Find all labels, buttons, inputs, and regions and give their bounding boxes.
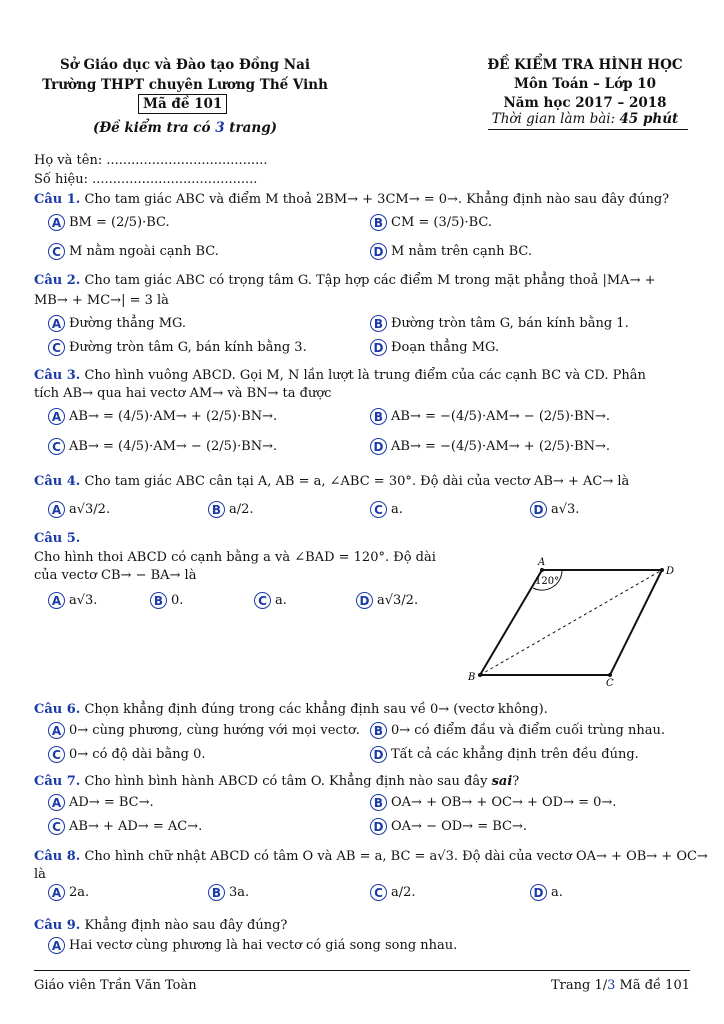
label-a: A <box>538 557 546 568</box>
question-3-cont: tích AB→ qua hai vectơ AM→ và BN→ ta được <box>34 386 332 401</box>
option-b-marker[interactable]: B <box>208 501 225 518</box>
option-d-marker[interactable]: D <box>356 592 373 609</box>
option-b-marker[interactable]: B <box>370 794 387 811</box>
option-c-marker[interactable]: C <box>48 746 65 763</box>
option-c-marker[interactable]: C <box>254 592 271 609</box>
option-b-marker[interactable]: B <box>370 315 387 332</box>
angle-label: 120° <box>535 576 560 587</box>
option-d-marker[interactable]: D <box>370 339 387 356</box>
question-8-cont: là <box>34 867 46 882</box>
school-name: Trường THPT chuyên Lương Thế Vinh <box>42 77 328 93</box>
option-d-marker[interactable]: D <box>370 746 387 763</box>
option-a-marker[interactable]: A <box>48 501 65 518</box>
option-a-marker[interactable]: A <box>48 794 65 811</box>
q8-option-a[interactable]: A 2a. <box>48 884 89 901</box>
option-c-marker[interactable]: C <box>370 884 387 901</box>
option-a-marker[interactable]: A <box>48 315 65 332</box>
option-a-marker[interactable]: A <box>48 592 65 609</box>
vertex-d-dot <box>660 568 664 572</box>
page-count-note: (Đề kiểm tra có 3 trang) <box>92 120 278 136</box>
q5-option-a[interactable]: A a√3. <box>48 592 97 609</box>
q1-option-b[interactable]: B CM = (3/5)·BC. <box>370 214 492 231</box>
option-c-marker[interactable]: C <box>48 438 65 455</box>
diagonal-bd <box>480 570 662 675</box>
q6-option-c[interactable]: C 0→ có độ dài bằng 0. <box>48 746 205 763</box>
question-5: Câu 5. <box>34 531 81 546</box>
option-c-marker[interactable]: C <box>370 501 387 518</box>
question-4: Câu 4. Cho tam giác ABC cân tại A, AB = a, ∠ABC = 30°. Độ dài của vectơ AB→ + AC→ là <box>34 474 630 489</box>
label-b: B <box>468 672 476 683</box>
id-field[interactable]: Số hiệu: ........................................ <box>34 172 258 187</box>
label-c: C <box>606 678 614 688</box>
option-b-marker[interactable]: B <box>370 408 387 425</box>
exam-code-box: Mã đề 101 <box>138 94 227 114</box>
q1-option-c[interactable]: C M nằm ngoài cạnh BC. <box>48 243 219 260</box>
exam-title: ĐỀ KIỂM TRA HÌNH HỌC <box>487 57 683 73</box>
option-d-marker[interactable]: D <box>530 501 547 518</box>
q8-option-c[interactable]: C a/2. <box>370 884 416 901</box>
header-underline <box>488 129 688 130</box>
option-c-marker[interactable]: C <box>48 818 65 835</box>
q2-option-c[interactable]: C Đường tròn tâm G, bán kính bằng 3. <box>48 339 307 356</box>
question-5-cont: của vectơ CB→ − BA→ là <box>34 568 197 583</box>
q8-option-b[interactable]: B 3a. <box>208 884 249 901</box>
q8-option-d[interactable]: D a. <box>530 884 563 901</box>
option-d-marker[interactable]: D <box>370 243 387 260</box>
q6-option-b[interactable]: B 0→ có điểm đầu và điểm cuối trùng nhau. <box>370 722 665 739</box>
q5-option-d[interactable]: D a√3/2. <box>356 592 418 609</box>
q7-option-a[interactable]: A AD→ = BC→. <box>48 794 154 811</box>
time-limit: Thời gian làm bài: 45 phút <box>491 111 679 127</box>
option-b-marker[interactable]: B <box>370 722 387 739</box>
vertex-a-dot <box>540 568 544 572</box>
option-a-marker[interactable]: A <box>48 408 65 425</box>
q3-option-a[interactable]: A AB→ = (4/5)·AM→ + (2/5)·BN→. <box>48 408 277 425</box>
q1-option-d[interactable]: D M nằm trên cạnh BC. <box>370 243 532 260</box>
footer-rule <box>34 970 690 971</box>
name-field[interactable]: Họ và tên: ....................................... <box>34 153 268 168</box>
q6-option-d[interactable]: D Tất cả các khẳng định trên đều đúng. <box>370 746 639 763</box>
q3-option-c[interactable]: C AB→ = (4/5)·AM→ − (2/5)·BN→. <box>48 438 277 455</box>
footer-teacher: Giáo viên Trần Văn Toàn <box>34 978 197 993</box>
q4-option-a[interactable]: A a√3/2. <box>48 501 110 518</box>
option-a-marker[interactable]: A <box>48 214 65 231</box>
option-b-marker[interactable]: B <box>370 214 387 231</box>
option-d-marker[interactable]: D <box>370 438 387 455</box>
subject-line: Môn Toán – Lớp 10 <box>513 76 657 92</box>
option-a-marker[interactable]: A <box>48 937 65 954</box>
footer-page-info: Trang 1/3 Mã đề 101 <box>551 978 690 993</box>
q2-option-b[interactable]: B Đường tròn tâm G, bán kính bằng 1. <box>370 315 629 332</box>
q6-option-a[interactable]: A 0→ cùng phương, cùng hướng với mọi vectơ. <box>48 722 360 739</box>
question-8: Câu 8. Cho hình chữ nhật ABCD có tâm O và AB = a, BC = a√3. Độ dài của vectơ OA→ + OB→ + OC→ <box>34 849 708 864</box>
question-2: Câu 2. Cho tam giác ABC có trọng tâm G. Tập hợp các điểm M trong mặt phẳng thoả |MA→ + <box>34 273 656 288</box>
question-5-text: Cho hình thoi ABCD có cạnh bằng a và ∠BAD = 120°. Độ dài <box>34 550 436 565</box>
q2-option-d[interactable]: D Đoạn thẳng MG. <box>370 339 499 356</box>
option-c-marker[interactable]: C <box>48 243 65 260</box>
q4-option-c[interactable]: C a. <box>370 501 403 518</box>
vertex-c-dot <box>608 673 612 677</box>
question-7: Câu 7. Cho hình bình hành ABCD có tâm O. Khẳng định nào sau đây sai? <box>34 774 520 789</box>
q4-option-b[interactable]: B a/2. <box>208 501 254 518</box>
q5-option-b[interactable]: B 0. <box>150 592 183 609</box>
question-1: Câu 1. Cho tam giác ABC và điểm M thoả 2BM→ + 3CM→ = 0→. Khẳng định nào sau đây đúng? <box>34 192 670 207</box>
school-year: Năm học 2017 – 2018 <box>503 95 667 111</box>
q1-option-a[interactable]: A BM = (2/5)·BC. <box>48 214 170 231</box>
question-2-cont: MB→ + MC→| = 3 là <box>34 293 169 308</box>
option-a-marker[interactable]: A <box>48 722 65 739</box>
question-9: Câu 9. Khẳng định nào sau đây đúng? <box>34 918 288 933</box>
question-6: Câu 6. Chọn khẳng định đúng trong các khẳng định sau về 0→ (vectơ không). <box>34 702 548 717</box>
q7-option-c[interactable]: C AB→ + AD→ = AC→. <box>48 818 202 835</box>
q3-option-d[interactable]: D AB→ = −(4/5)·AM→ + (2/5)·BN→. <box>370 438 610 455</box>
label-d: D <box>666 566 675 577</box>
option-d-marker[interactable]: D <box>530 884 547 901</box>
q7-option-d[interactable]: D OA→ − OD→ = BC→. <box>370 818 527 835</box>
school-department: Sở Giáo dục và Đào tạo Đồng Nai <box>60 57 310 73</box>
vertex-b-dot <box>478 673 482 677</box>
q5-option-c[interactable]: C a. <box>254 592 287 609</box>
option-a-marker[interactable]: A <box>48 884 65 901</box>
option-b-marker[interactable]: B <box>208 884 225 901</box>
question-3: Câu 3. Cho hình vuông ABCD. Gọi M, N lần lượt là trung điểm của các cạnh BC và CD. Phân <box>34 368 646 383</box>
option-d-marker[interactable]: D <box>370 818 387 835</box>
q2-option-a[interactable]: A Đường thẳng MG. <box>48 315 186 332</box>
option-c-marker[interactable]: C <box>48 339 65 356</box>
q9-option-a[interactable]: A Hai vectơ cùng phương là hai vectơ có giá song song nhau. <box>48 937 457 954</box>
q7-option-b[interactable]: B OA→ + OB→ + OC→ + OD→ = 0→. <box>370 794 616 811</box>
option-b-marker[interactable]: B <box>150 592 167 609</box>
q3-option-b[interactable]: B AB→ = −(4/5)·AM→ − (2/5)·BN→. <box>370 408 610 425</box>
q4-option-d[interactable]: D a√3. <box>530 501 579 518</box>
rhombus-figure <box>462 552 692 688</box>
